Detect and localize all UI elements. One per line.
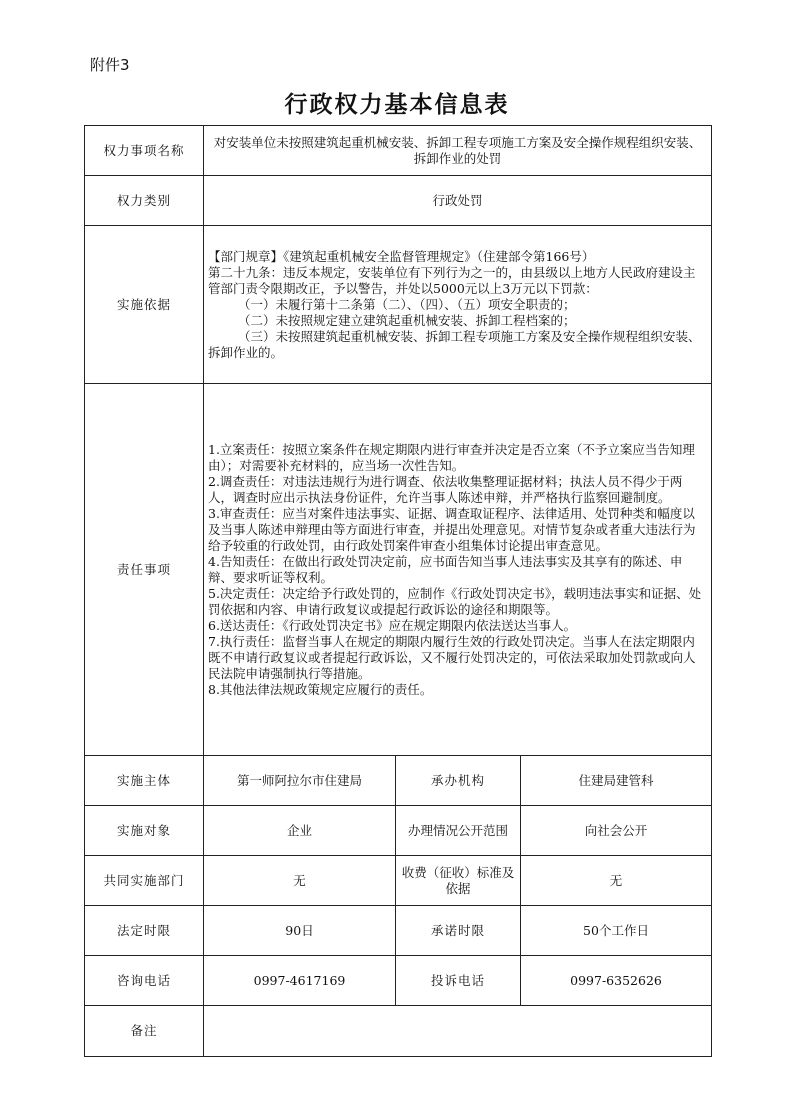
duty-item: 1.立案责任：按照立案条件在规定期限内进行审查并决定是否立案（不予立案应当告知理由）；对需要补充材料的，应当场一次性告知。	[208, 441, 695, 473]
label-legal-limit: 法定时限	[85, 906, 204, 956]
value-subject: 第一师阿拉尔市住建局	[204, 756, 396, 806]
value-remark	[204, 1006, 712, 1057]
label-consult-phone: 咨询电话	[85, 956, 204, 1006]
label-duties: 责任事项	[85, 384, 204, 756]
label-name: 权力事项名称	[85, 126, 204, 176]
duty-item: 2.调查责任：对违法违规行为进行调查、依法收集整理证据材料；执法人员不得少于两人，调查时应出示执法身份证件，允许当事人陈述申辩，并严格执行监察回避制度。	[208, 473, 683, 505]
table-row-category	[85, 176, 712, 226]
duty-item: 6.送达责任：《行政处罚决定书》应在规定期限内依法送达当事人。	[208, 617, 577, 633]
page-title: 行政权力基本信息表	[284, 91, 510, 118]
label-fee: 收费（征收）标准及依据	[396, 856, 521, 906]
label-disclosure: 办理情况公开范围	[396, 806, 521, 856]
basis-line: 第二十九条：违反本规定，安装单位有下列行为之一的，由县级以上地方人民政府建设主管部门责令限期改正，予以警告，并处以5000元以上3万元以下罚款：	[208, 264, 696, 296]
label-joint: 共同实施部门	[85, 856, 204, 906]
label-target: 实施对象	[85, 806, 204, 856]
table-row-duties	[85, 384, 712, 756]
table-row-target	[85, 806, 712, 856]
value-joint: 无	[204, 856, 396, 906]
label-remark: 备注	[85, 1006, 204, 1057]
value-consult-phone: 0997-4617169	[204, 956, 396, 1006]
basis-line: （一）未履行第十二条第（二）、（四）、（五）项安全职责的；	[238, 296, 576, 312]
label-complaint-phone: 投诉电话	[396, 956, 521, 1006]
value-office: 住建局建管科	[521, 756, 712, 806]
label-basis: 实施依据	[85, 226, 204, 384]
value-fee: 无	[521, 856, 712, 906]
label-promise-limit: 承诺时限	[396, 906, 521, 956]
table-row-subject	[85, 756, 712, 806]
info-table	[84, 125, 712, 1057]
value-complaint-phone: 0997-6352626	[521, 956, 712, 1006]
basis-line: 【部门规章】《建筑起重机械安全监督管理规定》（住建部令第166号）	[208, 248, 595, 264]
duty-item: 4.告知责任：在做出行政处罚决定前，应书面告知当事人违法事实及其享有的陈述、申辩、要求听证等权利。	[208, 553, 683, 585]
value-basis	[204, 226, 712, 384]
basis-line: （三）未按照建筑起重机械安装、拆卸工程专项施工方案及安全操作规程组织安装、拆卸作业的。	[208, 328, 701, 360]
table-row-remark	[85, 1006, 712, 1057]
value-promise-limit: 50个工作日	[521, 906, 712, 956]
table-row-limit	[85, 906, 712, 956]
table-row-joint	[85, 856, 712, 906]
value-target: 企业	[204, 806, 396, 856]
label-office: 承办机构	[396, 756, 521, 806]
value-name: 对安装单位未按照建筑起重机械安装、拆卸工程专项施工方案及安全操作规程组织安装、拆卸作业的处罚	[204, 126, 712, 176]
attachment-label: 附件3	[90, 56, 130, 74]
label-category: 权力类别	[85, 176, 204, 226]
label-subject: 实施主体	[85, 756, 204, 806]
duty-item: 8.其他法律法规政策规定应履行的责任。	[208, 681, 433, 697]
duty-item: 7.执行责任：监督当事人在规定的期限内履行生效的行政处罚决定。当事人在法定期限内既不申请行政复议或者提起行政诉讼，又不履行处罚决定的，可依法采取加处罚款或向人民法院申请强制执行等措施。	[208, 633, 696, 681]
duty-item: 5.决定责任：决定给予行政处罚的，应制作《行政处罚决定书》，载明违法事实和证据、处罚依据和内容、申请行政复议或提起行政诉讼的途径和期限等。	[208, 585, 702, 617]
value-legal-limit: 90日	[204, 906, 396, 956]
value-category: 行政处罚	[204, 176, 712, 226]
value-disclosure: 向社会公开	[521, 806, 712, 856]
duty-item: 3.审查责任：应当对案件违法事实、证据、调查取证程序、法律适用、处罚种类和幅度以及当事人陈述申辩理由等方面进行审查，并提出处理意见。对情节复杂或者重大违法行为给予较重的行政处罚，由行政处罚案件审查小组集体讨论提出审查意见。	[208, 505, 696, 553]
table-row-phone	[85, 956, 712, 1006]
table-row-basis	[85, 226, 712, 384]
basis-line: （二）未按照规定建立建筑起重机械安装、拆卸工程档案的；	[238, 312, 576, 328]
value-duties	[204, 384, 712, 756]
table-row-name	[85, 126, 712, 176]
